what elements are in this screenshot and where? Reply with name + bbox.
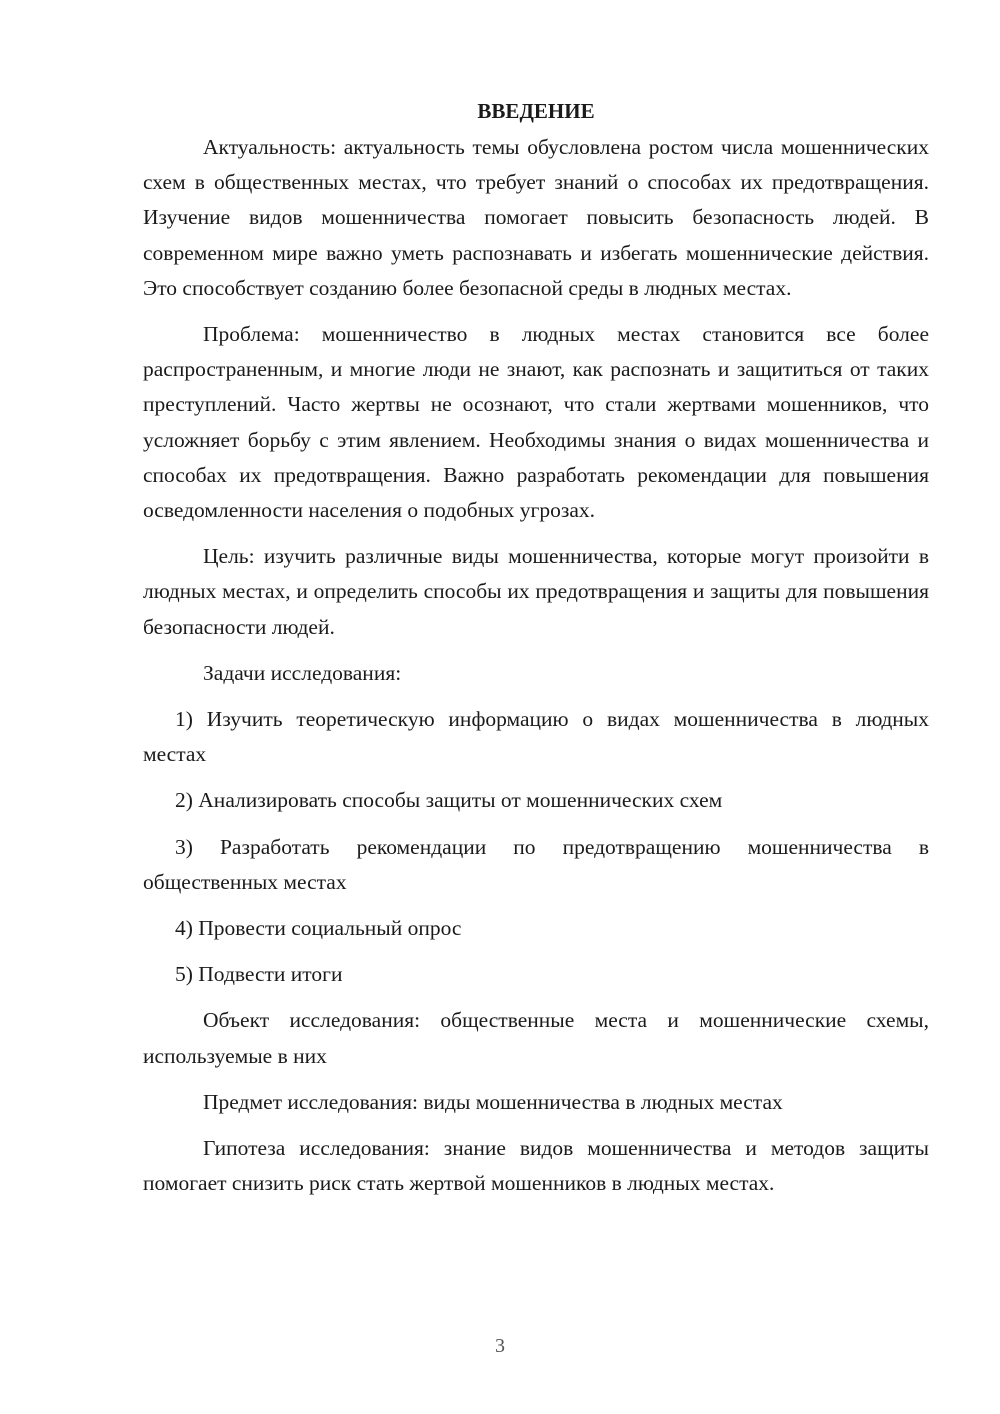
section-title: ВВЕДЕНИЕ [477, 99, 595, 123]
task-item-4: 4) Провести социальный опрос [175, 916, 462, 941]
task-item-2: 2) Анализировать способы защиты от мошеннических схем [175, 788, 723, 813]
paragraph-subject: Предмет исследования: виды мошенничества в людных местах [203, 1089, 783, 1114]
paragraph-hypothesis: Гипотеза исследования: знание видов мошенничества и методов защиты помогает снизить риск стать жертвой мошенников в людных местах. [143, 1136, 929, 1196]
document-page [143, 96, 929, 1212]
paragraph-problem: Проблема: мошенничество в людных местах становится все более распространенным, и многие люди не знают, как распознать и защититься от таких преступлений. Часто жертвы не осознают, что стали жертвами мошенников, что усложняет борьбу с этим явлением. Необходимы знания о видах мошенничества и способах их предотвращения. Важно разработать рекомендации для повышения осведомленности населения о подобных угрозах. [143, 322, 929, 523]
task-item-1: 1) Изучить теоретическую информацию о видах мошенничества в людных местах [143, 707, 929, 767]
task-item-3: 3) Разработать рекомендации по предотвращению мошенничества в общественных местах [143, 834, 929, 894]
paragraph-tasks-heading: Задачи исследования: [203, 660, 402, 685]
paragraph-goal: Цель: изучить различные виды мошенничества, которые могут произойти в людных местах, и определить способы их предотвращения и защиты для повышения безопасности людей. [143, 544, 929, 639]
task-item-5: 5) Подвести итоги [175, 962, 343, 987]
page-number: 3 [495, 1335, 505, 1357]
paragraph-relevance: Актуальность: актуальность темы обусловлена ростом числа мошеннических схем в общественных местах, что требует знаний о способах их предотвращения. Изучение видов мошенничества помогает повысить безопасность людей. В современном мире важно уметь распознавать и избегать мошеннические действия. Это способствует созданию более безопасной среды в людных местах. [143, 135, 929, 300]
paragraph-object: Объект исследования: общественные места и мошеннические схемы, используемые в них [143, 1008, 929, 1068]
